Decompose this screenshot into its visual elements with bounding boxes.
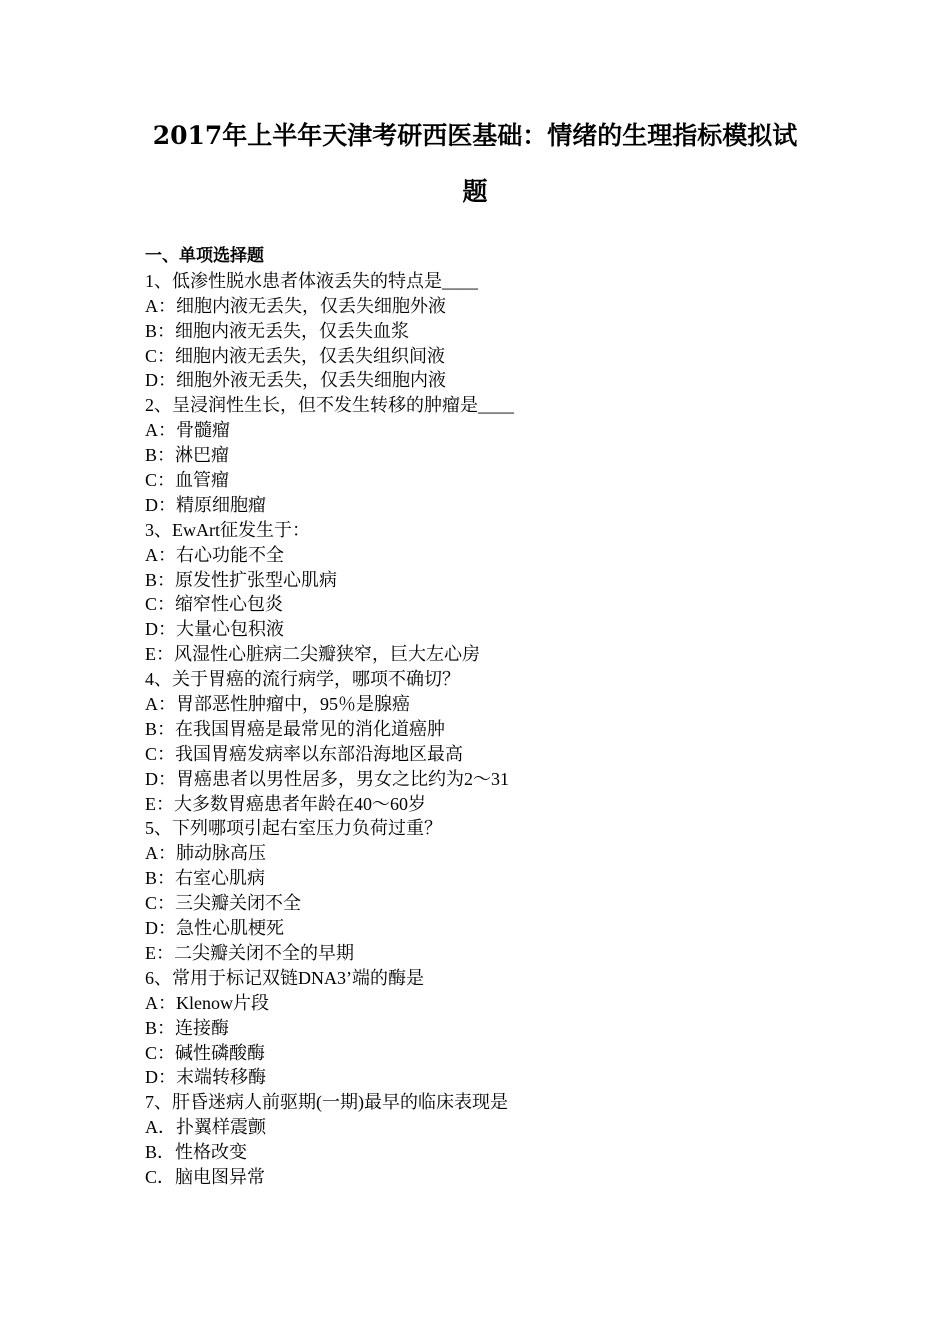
document-body	[145, 244, 845, 1190]
title-line-2: 题	[462, 177, 488, 206]
answer-option: B：右室心肌病	[145, 868, 266, 889]
question-stem: 7、肝昏迷病人前驱期(一期)最早的临床表现是	[145, 1092, 508, 1113]
answer-option: A：肺动脉高压	[145, 843, 266, 864]
answer-option: C：三尖瓣关闭不全	[145, 893, 302, 914]
answer-option: D：急性心肌梗死	[145, 918, 284, 939]
answer-option: E：二尖瓣关闭不全的早期	[145, 942, 354, 963]
answer-option: D：末端转移酶	[145, 1067, 266, 1088]
document-title	[145, 108, 805, 220]
answer-option: C：细胞内液无丢失，仅丢失组织间液	[145, 345, 446, 366]
answer-option: D：细胞外液无丢失，仅丢失细胞内液	[145, 370, 446, 391]
question-stem: 1、低渗性脱水患者体液丢失的特点是____	[145, 270, 478, 291]
answer-option: A．扑翼样震颤	[145, 1117, 266, 1138]
answer-option: B：连接酶	[145, 1017, 230, 1038]
answer-option: A：Klenow片段	[145, 992, 269, 1013]
answer-option: E：风湿性心脏病二尖瓣狭窄，巨大左心房	[145, 644, 480, 665]
answer-option: B：细胞内液无丢失，仅丢失血浆	[145, 320, 410, 341]
answer-option: A：胃部恶性肿瘤中，95％是腺癌	[145, 694, 410, 715]
answer-option: D：大量心包积液	[145, 619, 284, 640]
section-heading: 一、单项选择题	[145, 246, 264, 266]
answer-option: C：我国胃癌发病率以东部沿海地区最高	[145, 743, 464, 764]
question-stem: 3、EwArt征发生于：	[145, 519, 310, 540]
answer-option: B．性格改变	[145, 1142, 248, 1163]
answer-option: D：胃癌患者以男性居多，男女之比约为2～31	[145, 768, 509, 789]
answer-option: B：淋巴瘤	[145, 445, 230, 466]
answer-option: E：大多数胃癌患者年龄在40～60岁	[145, 793, 426, 814]
answer-option: A：骨髓瘤	[145, 420, 230, 441]
answer-option: C：缩窄性心包炎	[145, 594, 284, 615]
answer-option: A：细胞内液无丢失，仅丢失细胞外液	[145, 295, 446, 316]
answer-option: C．脑电图异常	[145, 1166, 266, 1187]
question-list	[145, 269, 845, 1190]
question-stem: 5、下列哪项引起右室压力负荷过重？	[145, 818, 442, 839]
question-stem: 6、常用于标记双链DNA3’端的酶是	[145, 967, 424, 988]
answer-option: B：原发性扩张型心肌病	[145, 569, 338, 590]
question-stem: 2、呈浸润性生长，但不发生转移的肿瘤是____	[145, 395, 514, 416]
title-line-1: 2017年上半年天津考研西医基础：情绪的生理指标模拟试	[152, 121, 798, 150]
question-stem: 4、关于胃癌的流行病学，哪项不确切？	[145, 669, 460, 690]
answer-option: C：碱性磷酸酶	[145, 1042, 266, 1063]
answer-option: C：血管瘤	[145, 470, 230, 491]
answer-option: B：在我国胃癌是最常见的消化道癌肿	[145, 718, 446, 739]
answer-option: D：精原细胞瘤	[145, 494, 266, 515]
answer-option: A：右心功能不全	[145, 544, 284, 565]
